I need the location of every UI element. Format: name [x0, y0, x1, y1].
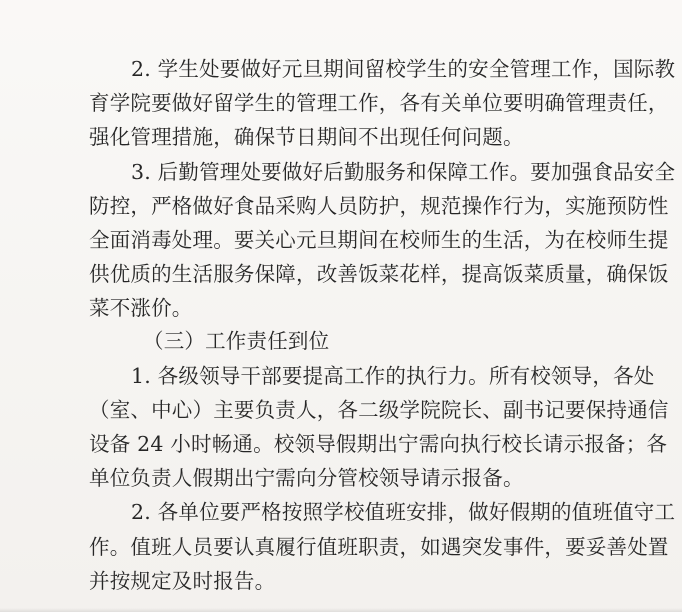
- paragraph-2-line-4: 供优质的生活服务保障，改善饭菜花样，提高饭菜质量，确保饭: [89, 262, 669, 286]
- paragraph-2-line-5: 菜不涨价。: [89, 296, 193, 320]
- paragraph-1-line-1: 2. 学生处要做好元旦期间留校学生的安全管理工作，国际教: [131, 57, 676, 81]
- paragraph-1-line-2: 育学院要做好留学生的管理工作，各有关单位要明确管理责任，: [89, 91, 669, 115]
- page-edge-shadow: [0, 608, 682, 612]
- paragraph-4-line-1: 2. 各单位要严格按照学校值班安排，做好假期的值班值守工: [131, 500, 676, 524]
- paragraph-2-line-2: 防控，严格做好食品采购人员防护，规范操作行为，实施预防性: [89, 194, 669, 218]
- paragraph-3-line-2: （室、中心）主要负责人，各二级学院院长、副书记要保持通信: [89, 398, 669, 422]
- paragraph-4-line-3: 并按规定及时报告。: [89, 569, 276, 593]
- paragraph-3-line-1: 1. 各级领导干部要提高工作的执行力。所有校领导，各处: [131, 364, 655, 388]
- section-heading: （三）工作责任到位: [143, 329, 330, 353]
- paragraph-2-line-1: 3. 后勤管理处要做好后勤服务和保障工作。要加强食品安全: [131, 160, 676, 184]
- paragraph-1-line-3: 强化管理措施，确保节日期间不出现任何问题。: [89, 125, 524, 149]
- paragraph-2-line-3: 全面消毒处理。要关心元旦期间在校师生的生活，为在校师生提: [89, 228, 669, 252]
- paragraph-3-line-4: 单位负责人假期出宁需向分管校领导请示报备。: [89, 466, 524, 490]
- paragraph-3-line-3: 设备 24 小时畅通。校领导假期出宁需向执行校长请示报备；各: [89, 432, 668, 456]
- paragraph-4-line-2: 作。值班人员要认真履行值班职责，如遇突发事件，要妥善处置: [89, 535, 669, 559]
